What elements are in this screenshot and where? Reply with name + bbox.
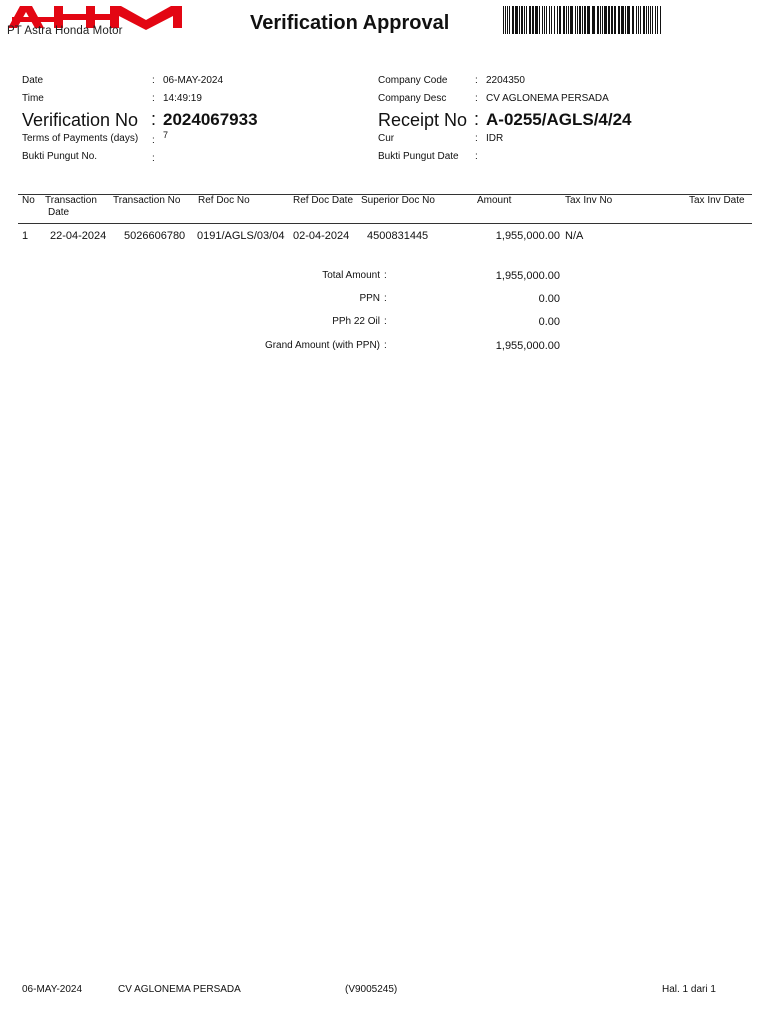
cell-superior-doc-no: 4500831445 — [367, 230, 429, 242]
pph-22-oil-label: PPh 22 Oil — [332, 316, 380, 327]
company-desc-label: Company Desc — [378, 93, 447, 104]
total-amount-value: 1,955,000.00 — [495, 270, 560, 282]
company-name: PT Astra Honda Motor — [7, 25, 123, 37]
terms-label: Terms of Payments (days) — [22, 133, 139, 144]
colon: : — [475, 151, 478, 162]
colon: : — [152, 153, 155, 164]
colon: : — [474, 109, 480, 129]
cell-ref-doc-no: 0191/AGLS/03/04 — [197, 230, 285, 242]
company-desc-value: CV AGLONEMA PERSADA — [486, 93, 609, 104]
col-transaction-date-line2: Date — [48, 207, 70, 218]
cell-no: 1 — [22, 230, 29, 242]
grand-amount-label: Grand Amount (with PPN) — [264, 340, 380, 351]
col-transaction-date — [45, 195, 97, 219]
total-amount-label: Total Amount — [322, 270, 380, 281]
time-value: 14:49:19 — [163, 93, 202, 104]
colon: : — [384, 316, 387, 327]
cell-ref-doc-date: 02-04-2024 — [293, 230, 350, 242]
footer-page-number: Hal. 1 dari 1 — [662, 984, 716, 995]
colon: : — [152, 75, 155, 86]
col-superior-doc-no: Superior Doc No — [361, 195, 435, 206]
colon: : — [475, 93, 478, 104]
receipt-no-label: Receipt No — [378, 110, 468, 130]
col-transaction-date-line1: Transaction — [45, 195, 97, 206]
col-no: No — [22, 195, 35, 206]
company-code-value: 2204350 — [486, 75, 525, 86]
bukti-pungut-date-label: Bukti Pungut Date — [378, 151, 459, 162]
footer-company: CV AGLONEMA PERSADA — [118, 984, 241, 995]
colon: : — [475, 133, 478, 144]
time-label: Time — [22, 93, 44, 104]
cell-tax-inv-no: N/A — [565, 230, 584, 242]
colon: : — [475, 75, 478, 86]
colon: : — [152, 93, 155, 104]
currency-label: Cur — [378, 133, 395, 144]
col-tax-inv-no: Tax Inv No — [565, 195, 613, 206]
terms-value: 7 — [163, 130, 169, 140]
date-value: 06-MAY-2024 — [163, 75, 224, 86]
bukti-pungut-no-label: Bukti Pungut No. — [22, 151, 98, 162]
company-code-label: Company Code — [378, 75, 448, 86]
verification-no-label: Verification No — [22, 110, 139, 130]
cell-transaction-date: 22-04-2024 — [50, 230, 107, 242]
colon: : — [384, 293, 387, 304]
receipt-no-value: A-0255/AGLS/4/24 — [486, 110, 632, 129]
pph-22-oil-value: 0.00 — [538, 316, 560, 328]
colon: : — [384, 340, 387, 351]
ppn-label: PPN — [359, 293, 380, 304]
col-ref-doc-date: Ref Doc Date — [293, 195, 354, 206]
colon: : — [151, 109, 157, 129]
date-label: Date — [22, 75, 44, 86]
col-transaction-no: Transaction No — [113, 195, 181, 206]
table-header-divider — [18, 223, 752, 224]
col-ref-doc-no: Ref Doc No — [198, 195, 250, 206]
cell-amount: 1,955,000.00 — [495, 230, 560, 242]
col-amount: Amount — [477, 195, 512, 206]
footer-code: (V9005245) — [345, 984, 398, 995]
footer-date: 06-MAY-2024 — [22, 984, 83, 995]
colon: : — [152, 135, 155, 146]
ppn-value: 0.00 — [538, 293, 560, 305]
barcode — [503, 6, 663, 34]
currency-value: IDR — [486, 133, 504, 144]
colon: : — [384, 270, 387, 281]
page-title: Verification Approval — [250, 12, 450, 34]
grand-amount-value: 1,955,000.00 — [495, 340, 560, 352]
cell-transaction-no: 5026606780 — [124, 230, 186, 242]
verification-no-value: 2024067933 — [163, 110, 258, 129]
col-tax-inv-date: Tax Inv Date — [689, 195, 745, 206]
